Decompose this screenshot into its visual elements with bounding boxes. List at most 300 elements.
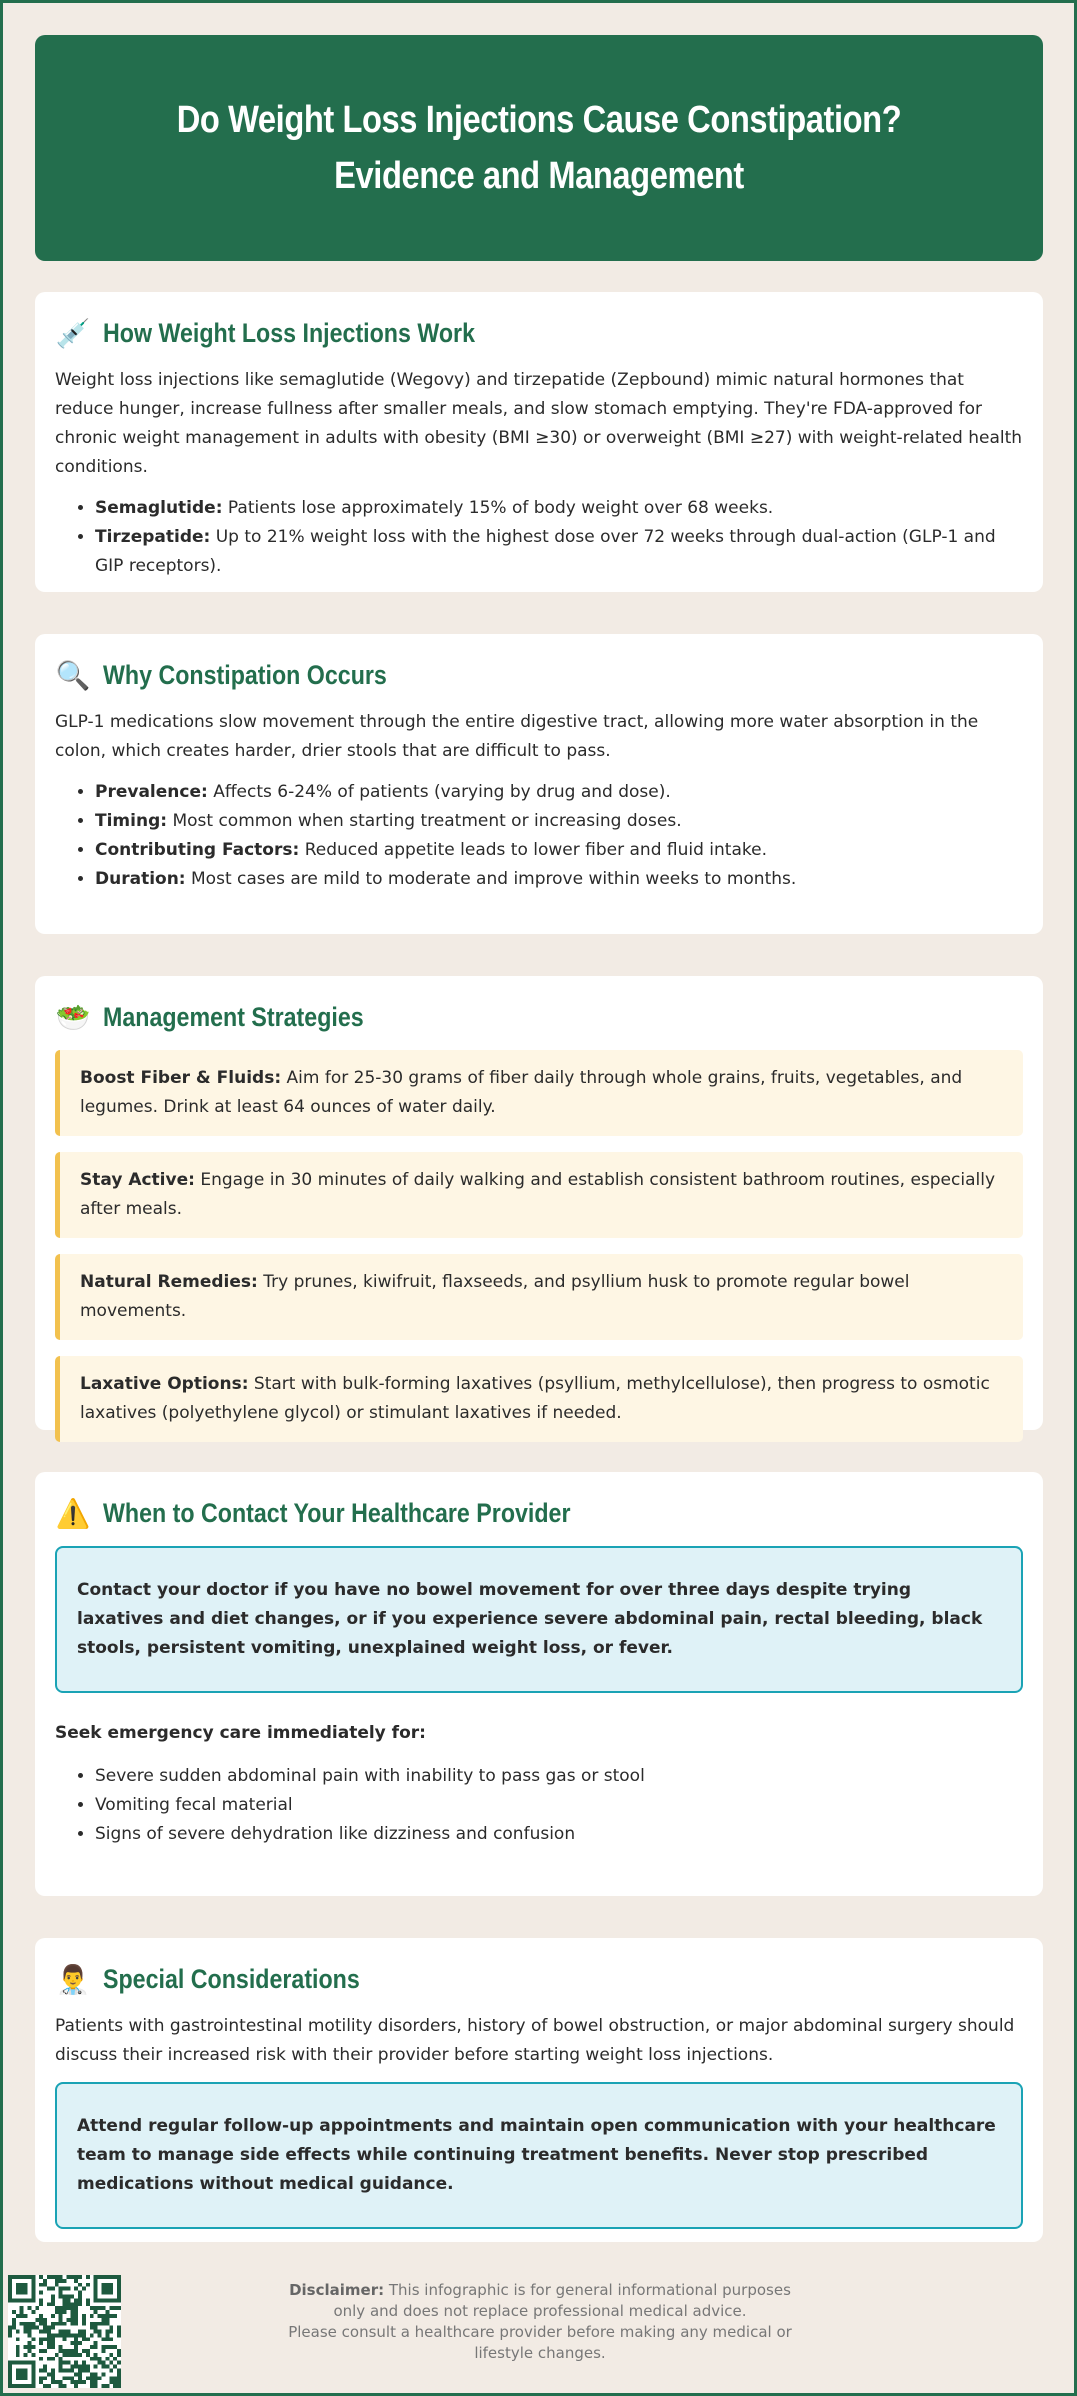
qr-module (74, 2279, 78, 2283)
qr-module (8, 2283, 12, 2287)
qr-module (59, 2345, 63, 2349)
qr-module (74, 2353, 78, 2357)
qr-module (20, 2372, 24, 2376)
qr-module (55, 2306, 59, 2310)
qr-module (94, 2279, 98, 2283)
qr-module (94, 2306, 98, 2310)
qr-module (94, 2365, 98, 2369)
qr-module (82, 2322, 86, 2326)
qr-module (39, 2330, 43, 2334)
qr-module (82, 2314, 86, 2318)
tip-box: Laxative Options: Start with bulk-forming laxatives (psyllium, methylcellulose), then progress to osmotic laxatives (polyethylene glycol) or stimulant laxatives if needed. (55, 1356, 1023, 1442)
qr-module (90, 2306, 94, 2310)
qr-module (105, 2291, 109, 2295)
qr-module (8, 2294, 12, 2298)
qr-module (98, 2330, 102, 2334)
qr-module (63, 2306, 67, 2310)
qr-module (109, 2330, 113, 2334)
qr-module (51, 2337, 55, 2341)
list-item: • Semaglutide: Patients lose approximately 15% of body weight over 68 weeks. (95, 494, 1023, 523)
qr-module (70, 2294, 74, 2298)
disclaimer: Disclaimer: This infographic is for general informational purposes only and does not replace professional medical advice. Please consult a healthcare provider before making any medical or lifestyle changes. (288, 2281, 792, 2362)
qr-module (55, 2283, 59, 2287)
list-item: • Severe sudden abdominal pain with inability to pass gas or stool (95, 1762, 1023, 1791)
qr-module (86, 2283, 90, 2287)
qr-module (39, 2380, 43, 2384)
qr-module (94, 2353, 98, 2357)
qr-module (12, 2310, 16, 2314)
qr-module (31, 2294, 35, 2298)
qr-module (63, 2361, 67, 2365)
qr-module (113, 2298, 117, 2302)
qr-module (39, 2357, 43, 2361)
qr-module (31, 2291, 35, 2295)
qr-module (59, 2279, 63, 2283)
qr-module (39, 2298, 43, 2302)
qr-module (20, 2287, 24, 2291)
qr-module (20, 2369, 24, 2373)
qr-module (27, 2275, 31, 2279)
qr-module (102, 2365, 106, 2369)
qr-module (20, 2283, 24, 2287)
disclaimer-label: Disclaimer: (289, 2281, 385, 2299)
qr-module (47, 2337, 51, 2341)
qr-module (47, 2333, 51, 2337)
qr-module (43, 2384, 47, 2388)
qr-module (90, 2314, 94, 2318)
qr-module (59, 2318, 63, 2322)
qr-module (78, 2365, 82, 2369)
qr-module (90, 2322, 94, 2326)
qr-module (86, 2369, 90, 2373)
qr-module (113, 2365, 117, 2369)
qr-module (78, 2302, 82, 2306)
qr-module (66, 2298, 70, 2302)
qr-module (102, 2349, 106, 2353)
qr-module (16, 2376, 20, 2380)
qr-module (12, 2361, 16, 2365)
qr-module (78, 2353, 82, 2357)
qr-module (31, 2326, 35, 2330)
qr-module (113, 2314, 117, 2318)
qr-module (47, 2330, 51, 2334)
qr-module (35, 2318, 39, 2322)
qr-module (105, 2357, 109, 2361)
qr-module (102, 2361, 106, 2365)
qr-module (78, 2376, 82, 2380)
qr-module (43, 2349, 47, 2353)
qr-module (66, 2318, 70, 2322)
qr-module (86, 2275, 90, 2279)
qr-module (16, 2275, 20, 2279)
qr-module (98, 2357, 102, 2361)
qr-module (63, 2349, 67, 2353)
section-heading: 💉 How Weight Loss Injections Work (55, 317, 475, 349)
qr-module (94, 2380, 98, 2384)
qr-module (105, 2330, 109, 2334)
bullet-list (55, 1762, 1023, 1849)
qr-module (98, 2322, 102, 2326)
qr-module (55, 2380, 59, 2384)
qr-module (74, 2372, 78, 2376)
qr-module (117, 2294, 121, 2298)
qr-module (82, 2361, 86, 2365)
bullet-list (55, 494, 1023, 581)
qr-module (8, 2372, 12, 2376)
qr-module (82, 2365, 86, 2369)
qr-module (8, 2279, 12, 2283)
qr-module (78, 2380, 82, 2384)
qr-module (27, 2341, 31, 2345)
qr-module (39, 2349, 43, 2353)
qr-module (20, 2361, 24, 2365)
qr-module (27, 2326, 31, 2330)
qr-module (47, 2341, 51, 2345)
qr-module (66, 2275, 70, 2279)
qr-module (63, 2333, 67, 2337)
qr-module (59, 2314, 63, 2318)
qr-module (74, 2337, 78, 2341)
qr-module (78, 2372, 82, 2376)
qr-module (39, 2341, 43, 2345)
info-callout: Attend regular follow-up appointments and maintain open communication with your healthcare team to manage side effects while continuing treatment benefits. Never stop prescribed medications without medical guidance. (55, 2082, 1023, 2229)
qr-module (63, 2384, 67, 2388)
section-management (35, 976, 1043, 1430)
qr-module (20, 2384, 24, 2388)
qr-module (31, 2279, 35, 2283)
qr-module (24, 2287, 28, 2291)
qr-module (109, 2314, 113, 2318)
qr-module (43, 2365, 47, 2369)
qr-module (94, 2298, 98, 2302)
qr-module (117, 2361, 121, 2365)
qr-module (66, 2349, 70, 2353)
qr-module (47, 2384, 51, 2388)
bullet-list (55, 778, 1023, 894)
qr-module (47, 2372, 51, 2376)
list-item: • Duration: Most cases are mild to moderate and improve within weeks to months. (95, 865, 1023, 894)
qr-module (102, 2306, 106, 2310)
qr-module (59, 2322, 63, 2326)
qr-module (63, 2298, 67, 2302)
qr-module (27, 2333, 31, 2337)
qr-module (12, 2275, 16, 2279)
qr-module (59, 2310, 63, 2314)
qr-module (117, 2287, 121, 2291)
qr-module (55, 2322, 59, 2326)
section-contact-provider (35, 1472, 1043, 1896)
qr-module (117, 2376, 121, 2380)
qr-module (94, 2326, 98, 2330)
qr-module (16, 2298, 20, 2302)
qr-module (102, 2275, 106, 2279)
qr-module (16, 2314, 20, 2318)
list-item: • Signs of severe dehydration like dizziness and confusion (95, 1820, 1023, 1849)
qr-module (59, 2384, 63, 2388)
qr-module (98, 2306, 102, 2310)
qr-module (117, 2306, 121, 2310)
qr-module (78, 2283, 82, 2287)
section-why-constipation (35, 634, 1043, 934)
qr-module (51, 2333, 55, 2337)
qr-module (102, 2384, 106, 2388)
section-intro: Patients with gastrointestinal motility disorders, history of bowel obstruction, or major abdominal surgery should discuss their increased risk with their provider before starting weight loss injections. (55, 2016, 1015, 2065)
qr-module (86, 2349, 90, 2353)
section-heading: 👨‍⚕️ Special Considerations (55, 1963, 360, 1995)
qr-module (51, 2287, 55, 2291)
qr-module (39, 2275, 43, 2279)
qr-module (51, 2294, 55, 2298)
qr-module (39, 2314, 43, 2318)
qr-code[interactable] (8, 2275, 121, 2388)
qr-module (59, 2306, 63, 2310)
qr-module (39, 2337, 43, 2341)
qr-module (105, 2275, 109, 2279)
qr-module (90, 2376, 94, 2380)
qr-module (39, 2369, 43, 2373)
qr-module (117, 2283, 121, 2287)
list-item: • Tirzepatide: Up to 21% weight loss with the highest dose over 72 weeks through dual-action (GLP-1 and GIP receptors). (95, 523, 1023, 581)
qr-module (63, 2369, 67, 2373)
qr-module (78, 2294, 82, 2298)
qr-module (74, 2333, 78, 2337)
qr-module (109, 2380, 113, 2384)
qr-module (24, 2376, 28, 2380)
qr-module (12, 2298, 16, 2302)
qr-module (90, 2380, 94, 2384)
qr-module (24, 2283, 28, 2287)
qr-module (117, 2384, 121, 2388)
qr-module (117, 2333, 121, 2337)
qr-module (55, 2275, 59, 2279)
qr-module (109, 2275, 113, 2279)
qr-module (47, 2275, 51, 2279)
qr-module (94, 2376, 98, 2380)
qr-module (24, 2291, 28, 2295)
qr-module (94, 2275, 98, 2279)
qr-module (16, 2283, 20, 2287)
qr-module (78, 2275, 82, 2279)
qr-module (86, 2353, 90, 2357)
qr-module (102, 2291, 106, 2295)
qr-module (63, 2279, 67, 2283)
qr-module (82, 2380, 86, 2384)
qr-module (24, 2330, 28, 2334)
qr-module (55, 2310, 59, 2314)
qr-module (24, 2372, 28, 2376)
qr-module (98, 2333, 102, 2337)
qr-module (27, 2330, 31, 2334)
qr-module (105, 2322, 109, 2326)
qr-module (31, 2384, 35, 2388)
qr-module (109, 2353, 113, 2357)
qr-module (66, 2302, 70, 2306)
qr-module (66, 2353, 70, 2357)
qr-module (16, 2369, 20, 2373)
list-item: • Timing: Most common when starting treatment or increasing doses. (95, 807, 1023, 836)
qr-module (31, 2369, 35, 2373)
qr-module (43, 2318, 47, 2322)
qr-module (102, 2314, 106, 2318)
qr-module (82, 2287, 86, 2291)
qr-module (24, 2275, 28, 2279)
section-how-it-works (35, 292, 1043, 592)
qr-module (31, 2337, 35, 2341)
qr-module (63, 2337, 67, 2341)
qr-module (24, 2384, 28, 2388)
qr-module (63, 2310, 67, 2314)
qr-module (74, 2322, 78, 2326)
qr-module (47, 2287, 51, 2291)
qr-module (16, 2291, 20, 2295)
qr-module (70, 2322, 74, 2326)
qr-module (8, 2365, 12, 2369)
qr-module (74, 2345, 78, 2349)
qr-module (27, 2345, 31, 2349)
qr-module (102, 2283, 106, 2287)
qr-module (31, 2361, 35, 2365)
qr-module (16, 2337, 20, 2341)
qr-module (63, 2330, 67, 2334)
qr-module (94, 2357, 98, 2361)
qr-module (109, 2287, 113, 2291)
qr-module (59, 2291, 63, 2295)
qr-module (8, 2333, 12, 2337)
qr-module (109, 2326, 113, 2330)
qr-module (105, 2345, 109, 2349)
qr-module (70, 2349, 74, 2353)
qr-module (109, 2345, 113, 2349)
qr-module (24, 2361, 28, 2365)
qr-module (113, 2306, 117, 2310)
qr-module (74, 2380, 78, 2384)
qr-module (90, 2345, 94, 2349)
qr-module (117, 2372, 121, 2376)
qr-module (59, 2287, 63, 2291)
qr-module (47, 2345, 51, 2349)
qr-module (105, 2287, 109, 2291)
qr-module (8, 2361, 12, 2365)
qr-module (70, 2353, 74, 2357)
qr-module (27, 2322, 31, 2326)
qr-module (78, 2291, 82, 2295)
qr-module (8, 2326, 12, 2330)
qr-module (70, 2376, 74, 2380)
syringe-icon: 💉 (55, 317, 91, 349)
qr-module (59, 2275, 63, 2279)
qr-module (94, 2322, 98, 2326)
qr-module (51, 2341, 55, 2345)
header-banner (35, 35, 1043, 261)
emergency-label: Seek emergency care immediately for: (55, 1723, 426, 1743)
qr-module (51, 2302, 55, 2306)
qr-module (24, 2353, 28, 2357)
qr-module (66, 2330, 70, 2334)
qr-module (63, 2287, 67, 2291)
qr-module (16, 2330, 20, 2334)
warning-callout: Contact your doctor if you have no bowel movement for over three days despite trying laxatives and diet changes, or if you experience severe abdominal pain, rectal bleeding, black stools, persistent vomiting, unexplained weight loss, or fever. (55, 1546, 1023, 1693)
qr-module (86, 2365, 90, 2369)
qr-module (51, 2298, 55, 2302)
qr-module (24, 2322, 28, 2326)
qr-module (43, 2326, 47, 2330)
qr-module (109, 2369, 113, 2373)
qr-module (90, 2333, 94, 2337)
qr-module (74, 2314, 78, 2318)
doctor-icon: 👨‍⚕️ (55, 1963, 91, 1995)
qr-module (90, 2384, 94, 2388)
qr-module (31, 2283, 35, 2287)
qr-module (82, 2330, 86, 2334)
qr-module (27, 2306, 31, 2310)
qr-module (105, 2283, 109, 2287)
qr-module (47, 2357, 51, 2361)
qr-module (31, 2365, 35, 2369)
qr-module (109, 2291, 113, 2295)
magnifier-icon: 🔍 (55, 659, 91, 691)
qr-module (74, 2318, 78, 2322)
qr-module (59, 2369, 63, 2373)
qr-module (66, 2361, 70, 2365)
qr-module (63, 2353, 67, 2357)
qr-module (8, 2376, 12, 2380)
qr-module (117, 2298, 121, 2302)
qr-module (31, 2287, 35, 2291)
qr-module (66, 2287, 70, 2291)
qr-module (70, 2302, 74, 2306)
qr-module (98, 2314, 102, 2318)
qr-module (74, 2287, 78, 2291)
qr-module (113, 2380, 117, 2384)
qr-module (59, 2330, 63, 2334)
qr-module (74, 2275, 78, 2279)
qr-module (117, 2291, 121, 2295)
qr-module (8, 2275, 12, 2279)
qr-module (59, 2349, 63, 2353)
qr-module (70, 2310, 74, 2314)
qr-module (39, 2291, 43, 2295)
qr-module (35, 2306, 39, 2310)
qr-module (16, 2372, 20, 2376)
qr-module (20, 2298, 24, 2302)
qr-module (94, 2345, 98, 2349)
qr-module (78, 2330, 82, 2334)
qr-module (8, 2330, 12, 2334)
qr-module (63, 2302, 67, 2306)
qr-module (8, 2291, 12, 2295)
qr-module (117, 2326, 121, 2330)
qr-module (74, 2361, 78, 2365)
qr-module (113, 2345, 117, 2349)
qr-module (109, 2361, 113, 2365)
qr-module (59, 2380, 63, 2384)
qr-module (51, 2372, 55, 2376)
qr-module (102, 2337, 106, 2341)
qr-module (39, 2322, 43, 2326)
qr-module (51, 2326, 55, 2330)
qr-module (86, 2298, 90, 2302)
qr-module (74, 2310, 78, 2314)
qr-module (90, 2372, 94, 2376)
qr-module (55, 2353, 59, 2357)
qr-module (86, 2376, 90, 2380)
qr-module (105, 2310, 109, 2314)
qr-module (94, 2287, 98, 2291)
qr-module (63, 2294, 67, 2298)
qr-module (31, 2376, 35, 2380)
qr-module (113, 2357, 117, 2361)
qr-module (105, 2337, 109, 2341)
